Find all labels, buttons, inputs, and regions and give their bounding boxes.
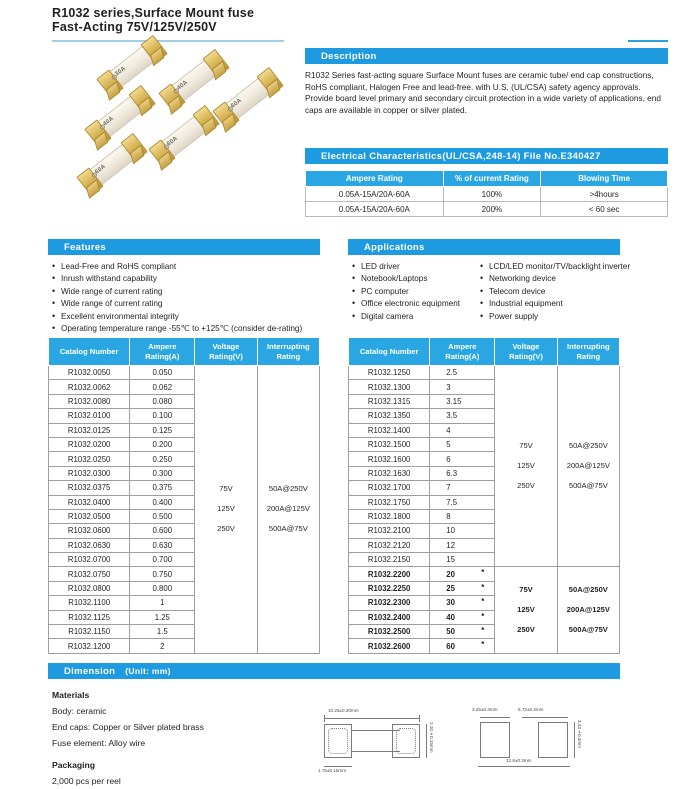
cell-catalog-number: R1032.1500: [349, 437, 430, 451]
cell-catalog-number: R1032.0100: [49, 409, 130, 423]
dimension-arrow-pad-gap: [522, 717, 568, 718]
feature-item: • Excellent environmental integrity: [52, 311, 342, 323]
cell-ampere-rating: 0.600: [130, 524, 195, 538]
cell-catalog-number: R1032.0250: [49, 452, 130, 466]
cell-catalog-number: R1032.1600: [349, 452, 430, 466]
merged-value: 125V: [217, 504, 235, 514]
drawing-hidden-edge-left: [328, 728, 348, 754]
application-item: • Digital camera: [352, 311, 487, 323]
electrical-characteristics-header: [305, 148, 668, 164]
cell-catalog-number: R1032.0500: [49, 509, 130, 523]
cell-ampere-rating: 0.062: [130, 380, 195, 394]
dimension-tick: [324, 715, 325, 722]
cell-interrupting-rating: [557, 366, 619, 567]
fuse-rating-label: 40A: [176, 79, 190, 92]
cell-catalog-number: R1032.1200: [49, 639, 130, 653]
merged-value: 50A@250V: [268, 484, 308, 494]
cell-interrupting-rating: [557, 567, 619, 653]
table-row: [349, 567, 620, 581]
cell-voltage-rating: [495, 366, 557, 567]
table-header-row: [349, 338, 620, 366]
material-fuse-element: Fuse element: Alloy wire: [52, 738, 146, 748]
dimension-label-length: 10.25±0.20mm: [328, 708, 359, 713]
cell-catalog-number: R1032.0200: [49, 437, 130, 451]
cell-voltage-rating: [495, 567, 557, 653]
cell-ampere-rating: 0.800: [130, 581, 195, 595]
column-header-ampere-rating: Ampere Rating: [306, 171, 444, 187]
cell-blowing-time: >4hours: [541, 187, 668, 202]
column-header-interrupting-rating: Interrupting Rating: [557, 338, 619, 366]
application-item: • Networking device: [480, 273, 680, 285]
page-title-line1: R1032 series,Surface Mount fuse: [52, 6, 255, 20]
merged-value: 500A@75V: [568, 481, 608, 491]
cell-catalog-number: R1032.1315: [349, 394, 430, 408]
materials-block: [52, 687, 204, 789]
cell-ampere-rating: 0.250: [130, 452, 195, 466]
column-header-interrupting-rating: Interrupting Rating: [257, 338, 319, 366]
cell-ampere-rating: 0.400: [130, 495, 195, 509]
cell-ampere-rating: 0.05A-15A/20A-60A: [306, 187, 444, 202]
electrical-characteristics-title: Electrical Characteristics(UL/CSA,248-14) File No.E340427: [321, 150, 601, 162]
cell-ampere-rating: 5: [430, 437, 495, 451]
dimension-unit: (Unit: mm): [125, 666, 171, 676]
applications-title: Applications: [364, 241, 425, 253]
asterisk-marker: *: [481, 611, 485, 621]
cell-catalog-number: R1032.2500: [349, 625, 430, 639]
cell-ampere-rating: 10: [430, 524, 495, 538]
cell-ampere-rating: 1.5: [130, 625, 195, 639]
cell-blowing-time: < 60 sec: [541, 202, 668, 217]
dimension-title: Dimension: [64, 665, 116, 677]
table-header-row: [306, 171, 668, 187]
cell-ampere-rating: 0.05A-15A/20A-60A: [306, 202, 444, 217]
fuse-rating-label: 60A: [94, 163, 108, 176]
dimension-label-total-length: 12.6±0.3mm: [506, 758, 532, 763]
product-photo: [62, 48, 298, 216]
cell-ampere-rating: 50 *: [430, 625, 495, 639]
packaging-value: 2,000 pcs per reel: [52, 776, 121, 786]
asterisk-marker: *: [481, 568, 485, 578]
application-item: • Telecom device: [480, 286, 680, 298]
material-body: Body: ceramic: [52, 706, 107, 716]
cell-ampere-rating: 0.080: [130, 394, 195, 408]
merged-value: 50A@250V: [568, 441, 608, 451]
features-section-header: [48, 239, 320, 255]
cell-ampere-rating: 15: [430, 553, 495, 567]
cell-catalog-number: R1032.1300: [349, 380, 430, 394]
fuse-rating-label: 60A: [166, 135, 180, 148]
cell-catalog-number: R1032.2150: [349, 553, 430, 567]
catalog-table-right: [348, 337, 620, 654]
cell-ampere-rating: 40 *: [430, 610, 495, 624]
merged-value: 200A@125V: [566, 461, 610, 471]
feature-item: • Wide range of current rating: [52, 298, 342, 310]
dimension-label-cap-width: 1.75±0.15mm: [318, 768, 347, 773]
cell-catalog-number: R1032.0050: [49, 366, 130, 380]
cell-ampere-rating: 0.300: [130, 466, 195, 480]
cell-ampere-rating: 7: [430, 481, 495, 495]
applications-list-column-2: [480, 261, 680, 323]
cell-ampere-rating: 0.500: [130, 509, 195, 523]
cell-ampere-rating: 0.050: [130, 366, 195, 380]
cell-catalog-number: R1032.0375: [49, 481, 130, 495]
dimension-drawing-side-view: [310, 708, 440, 782]
cell-ampere-rating: 8: [430, 509, 495, 523]
cell-catalog-number: R1032.0800: [49, 581, 130, 595]
cell-ampere-rating: 3: [430, 380, 495, 394]
cell-catalog-number: R1032.0750: [49, 567, 130, 581]
cell-ampere-rating: 30 *: [430, 596, 495, 610]
cell-ampere-rating: 20 *: [430, 567, 495, 581]
cell-ampere-rating: 0.125: [130, 423, 195, 437]
dimension-arrow-total-length: [478, 766, 570, 767]
merged-value: 500A@75V: [568, 625, 608, 635]
cell-catalog-number: R1032.0700: [49, 553, 130, 567]
fuse-rating-label: 30A: [114, 65, 128, 78]
merged-value: 500A@75V: [268, 524, 308, 534]
page-title: [52, 6, 254, 34]
dimension-tick: [419, 715, 420, 722]
cell-ampere-rating: 0.200: [130, 437, 195, 451]
dimension-label-width: 3.43±0.3mm: [577, 720, 582, 748]
cell-ampere-rating: 25 *: [430, 581, 495, 595]
feature-item: • Inrush withstand capability: [52, 273, 342, 285]
dimension-arrow-pad-width: [480, 717, 510, 718]
cell-ampere-rating: 1.25: [130, 610, 195, 624]
merged-value: 250V: [217, 524, 235, 534]
cell-catalog-number: R1032.1400: [349, 423, 430, 437]
dimension-section-header: [48, 663, 620, 679]
table-row: [349, 366, 620, 380]
merged-value: 250V: [517, 481, 535, 491]
cell-catalog-number: R1032.2600: [349, 639, 430, 653]
feature-item: • Lead-Free and RoHS compliant: [52, 261, 342, 273]
dimension-label-height: 2.20±0.15mm: [429, 722, 434, 753]
cell-catalog-number: R1032.2100: [349, 524, 430, 538]
dimension-arrow-width: [574, 722, 575, 758]
cell-ampere-rating: 0.100: [130, 409, 195, 423]
cell-catalog-number: R1032.2250: [349, 581, 430, 595]
dimension-drawing-bottom-view: [472, 707, 618, 782]
cell-catalog-number: R1032.0300: [49, 466, 130, 480]
cell-ampere-rating: 3.5: [430, 409, 495, 423]
merged-value: 125V: [517, 605, 535, 615]
applications-list-column-1: [352, 261, 487, 323]
column-header-catalog-number: Catalog Number: [49, 338, 130, 366]
fuse-rating-label: 60A: [230, 97, 244, 110]
cell-percent-current: 100%: [443, 187, 541, 202]
material-end-caps: End caps: Copper or Silver plated brass: [52, 722, 204, 732]
merged-value: 50A@250V: [568, 585, 608, 595]
cell-catalog-number: R1032.0125: [49, 423, 130, 437]
cell-ampere-rating: 2.5: [430, 366, 495, 380]
features-title: Features: [64, 241, 107, 253]
cell-ampere-rating: 0.750: [130, 567, 195, 581]
table-row: [306, 202, 668, 217]
asterisk-marker: *: [481, 597, 485, 607]
cell-ampere-rating: 4: [430, 423, 495, 437]
cell-ampere-rating: 1: [130, 596, 195, 610]
cell-percent-current: 200%: [443, 202, 541, 217]
application-item: • Office electronic equipment: [352, 298, 487, 310]
features-list: [52, 261, 342, 335]
cell-catalog-number: R1032.2200: [349, 567, 430, 581]
cell-ampere-rating: 6: [430, 452, 495, 466]
table-header-row: [49, 338, 320, 366]
drawing-hidden-edge-right: [396, 728, 416, 754]
merged-value: 200A@125V: [566, 605, 610, 615]
merged-value: 250V: [517, 625, 535, 635]
cell-catalog-number: R1032.2400: [349, 610, 430, 624]
cell-catalog-number: R1032.2120: [349, 538, 430, 552]
merged-value: 75V: [219, 484, 233, 494]
header-divider-left: [52, 40, 284, 42]
cell-ampere-rating: 2: [130, 639, 195, 653]
merged-value: 75V: [519, 441, 533, 451]
cell-ampere-rating: 0.630: [130, 538, 195, 552]
cell-catalog-number: R1032.2300: [349, 596, 430, 610]
application-item: • LCD/LED monitor/TV/backlight inverter: [480, 261, 680, 273]
cell-catalog-number: R1032.1350: [349, 409, 430, 423]
merged-value: 200A@125V: [266, 504, 310, 514]
application-item: • Industrial equipment: [480, 298, 680, 310]
dimension-label-pad-width: 3.25±0.3mm: [472, 707, 498, 712]
catalog-table-left: [48, 337, 320, 654]
cell-ampere-rating: 7.5: [430, 495, 495, 509]
asterisk-marker: *: [481, 640, 485, 650]
applications-section-header: [348, 239, 620, 255]
cell-voltage-rating: [195, 366, 257, 654]
column-header-ampere-rating: Ampere Rating(A): [130, 338, 195, 366]
column-header-percent-current: % of current Rating: [443, 171, 541, 187]
column-header-blowing-time: Blowing Time: [541, 171, 668, 187]
application-item: • LED driver: [352, 261, 487, 273]
column-header-voltage-rating: Voltage Rating(V): [495, 338, 557, 366]
dimension-arrow-length: [324, 718, 420, 719]
table-row: [306, 187, 668, 202]
electrical-characteristics-table: [305, 170, 668, 217]
cell-catalog-number: R1032.1750: [349, 495, 430, 509]
cell-catalog-number: R1032.0080: [49, 394, 130, 408]
cell-ampere-rating: 0.375: [130, 481, 195, 495]
cell-ampere-rating: 0.700: [130, 553, 195, 567]
cell-catalog-number: R1032.0600: [49, 524, 130, 538]
cell-catalog-number: R1032.1630: [349, 466, 430, 480]
column-header-ampere-rating: Ampere Rating(A): [430, 338, 495, 366]
page-title-line2: Fast-Acting 75V/125V/250V: [52, 20, 217, 34]
fuse-rating-label: 40A: [102, 115, 116, 128]
cell-interrupting-rating: [257, 366, 319, 654]
application-item: • Notebook/Laptops: [352, 273, 487, 285]
dimension-arrow-height: [426, 724, 427, 758]
cell-ampere-rating: 3.15: [430, 394, 495, 408]
cell-catalog-number: R1032.1100: [49, 596, 130, 610]
dimension-label-pad-gap: 5.72±0.3mm: [518, 707, 544, 712]
packaging-heading: Packaging: [52, 760, 95, 770]
column-header-voltage-rating: Voltage Rating(V): [195, 338, 257, 366]
dimension-arrow-cap-width: [324, 766, 352, 767]
cell-ampere-rating: 12: [430, 538, 495, 552]
description-body: R1032 Series fast-acting square Surface Mount fuses are ceramic tube/ end cap constructions, RoHS compliant, Halogen Free and lead-free. with U.S. (UL/CSA) safety agency approvals. Provide board level primary and secondary circuit protection in a wide variety of applications, end caps are available in copper or silver plated.: [305, 70, 662, 115]
asterisk-marker: *: [481, 626, 485, 636]
cell-catalog-number: R1032.1700: [349, 481, 430, 495]
drawing-pad-left: [480, 722, 510, 758]
cell-catalog-number: R1032.0400: [49, 495, 130, 509]
cell-catalog-number: R1032.1800: [349, 509, 430, 523]
cell-catalog-number: R1032.1150: [49, 625, 130, 639]
asterisk-marker: *: [481, 582, 485, 592]
description-section-header: [305, 48, 668, 64]
merged-value: 125V: [517, 461, 535, 471]
description-title: Description: [321, 50, 377, 62]
cell-catalog-number: R1032.1250: [349, 366, 430, 380]
cell-catalog-number: R1032.1125: [49, 610, 130, 624]
cell-catalog-number: R1032.0062: [49, 380, 130, 394]
feature-item: • Wide range of current rating: [52, 286, 342, 298]
column-header-catalog-number: Catalog Number: [349, 338, 430, 366]
drawing-pad-right: [538, 722, 568, 758]
merged-value: 75V: [519, 585, 533, 595]
header-divider-right: [628, 40, 668, 42]
application-item: • PC computer: [352, 286, 487, 298]
application-item: • Power supply: [480, 311, 680, 323]
cell-ampere-rating: 60 *: [430, 639, 495, 653]
feature-item: • Operating temperature range -55℃ to +125℃ (consider de-rating): [52, 323, 342, 335]
cell-catalog-number: R1032.0630: [49, 538, 130, 552]
cell-ampere-rating: 6.3: [430, 466, 495, 480]
table-row: [49, 366, 320, 380]
materials-heading: Materials: [52, 690, 90, 700]
